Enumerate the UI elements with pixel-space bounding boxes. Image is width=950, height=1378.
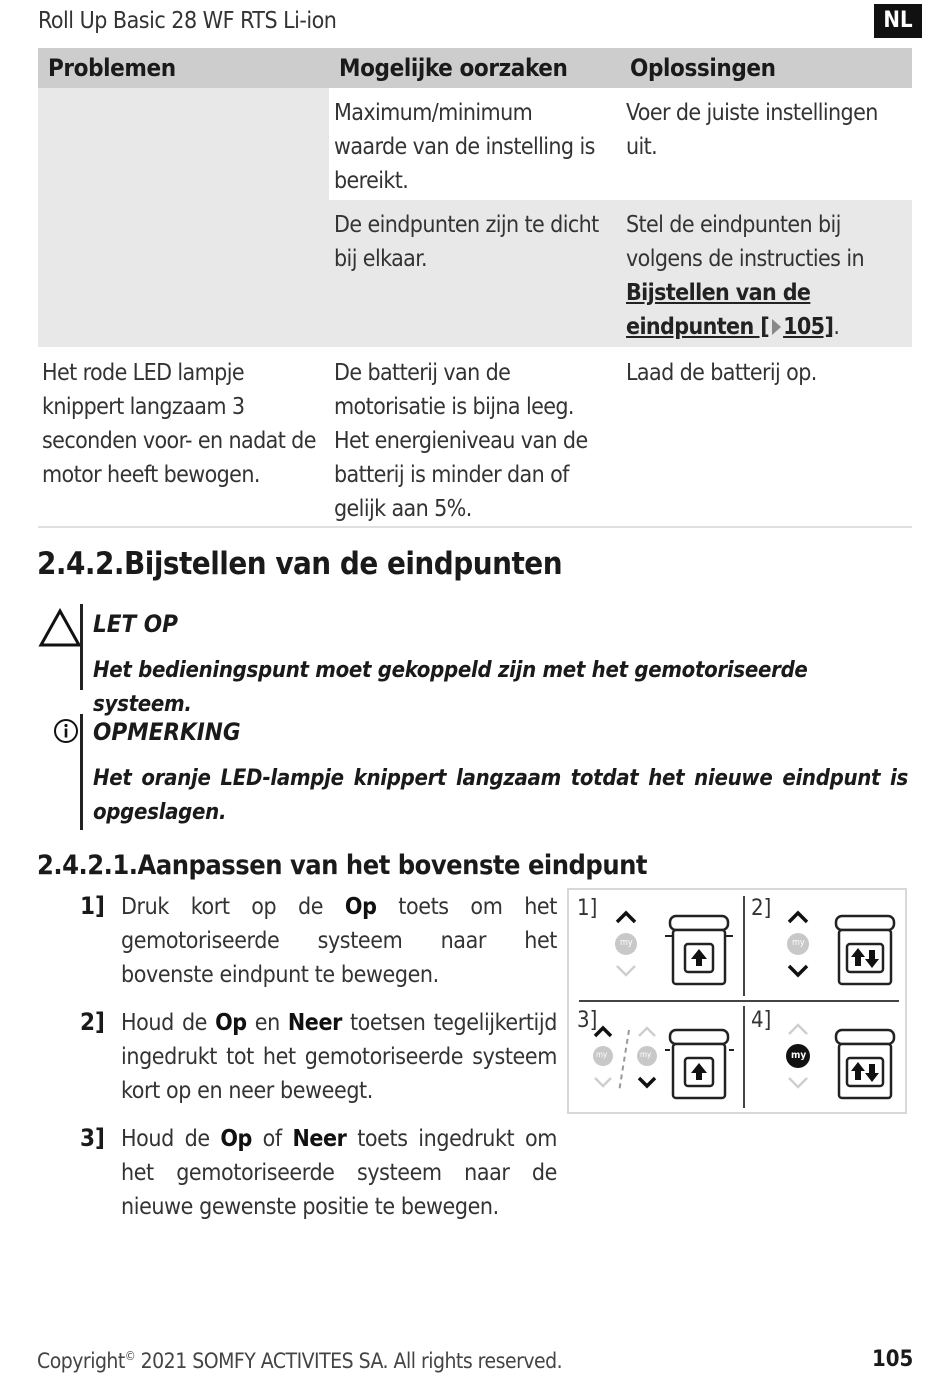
column-header-problems: Problemen (48, 54, 176, 82)
step-text-part: Druk kort op de (121, 894, 345, 920)
column-header-causes: Mogelijke oorzaken (339, 54, 568, 82)
step-key-up: Op (215, 1010, 247, 1036)
note-text: Het oranje LED-lampje knippert langzaam totdat het nieuwe eindpunt is opgeslagen. (93, 766, 908, 825)
section-heading (37, 546, 562, 582)
section-title: Bijstellen van de eindpunten (124, 546, 563, 582)
note-callout (0, 712, 950, 832)
step-key-down: Neer (287, 1010, 342, 1036)
panel-label: 1] (577, 896, 598, 921)
link-page: 105] (783, 314, 834, 340)
cross-reference-link[interactable] (626, 280, 833, 340)
subsection-title: Aanpassen van het bovenste eindpunt (137, 850, 648, 881)
section-number: 2.4.2. (37, 546, 125, 582)
step-text-part: toets om het gemotoriseerde systeem naar het bovenste eindpunt te bewegen. (121, 894, 557, 988)
step-text-part: toetsen tegelijkertijd ingedrukt tot het gemotoriseerde systeem kort op en neer beweegt. (121, 1010, 557, 1104)
step-number: 3] (80, 1124, 105, 1152)
table-cell-cause: Maximum/minimum waarde van de instelling is bereikt. (334, 100, 595, 194)
panel-label: 2] (751, 896, 772, 921)
troubleshooting-table (0, 0, 950, 530)
step-number: 2] (80, 1008, 105, 1036)
language-badge: NL (874, 4, 922, 38)
step-text-part: of (251, 1126, 293, 1152)
roller-blind-up-down-icon (831, 910, 901, 986)
copyright-symbol: © (124, 1349, 136, 1363)
step-text-part: Houd de (121, 1010, 216, 1036)
roller-blind-up-down-icon (831, 1024, 901, 1100)
caution-text: Het bedieningspunt moet gekoppeld zijn met het gemotoriseerde systeem. (93, 658, 808, 717)
subsection-heading (37, 850, 647, 881)
callout-bar (80, 604, 83, 690)
solution-suffix: . (833, 314, 840, 340)
info-icon (53, 718, 79, 744)
panel-label: 3] (577, 1008, 598, 1033)
my-button-label: my (596, 1050, 608, 1059)
play-arrow-icon (772, 319, 781, 335)
table-bottom-divider (38, 526, 912, 528)
panel-divider (579, 1000, 899, 1002)
copyright-rest: 2021 SOMFY ACTIVITES SA. All rights reserved. (135, 1349, 563, 1373)
step-text-part: toets ingedrukt om het gemotoriseerde systeem naar de nieuwe gewenste positie te bewegen. (121, 1126, 557, 1220)
panel-label: 4] (751, 1008, 772, 1033)
my-button-label: my (792, 938, 805, 948)
caution-title: LET OP (93, 610, 178, 638)
step-illustration (567, 888, 907, 1114)
copyright-text (37, 1349, 562, 1373)
table-cell-solution: Laad de batterij op. (626, 360, 817, 386)
table-cell-solution: Voer de juiste instellingen uit. (626, 100, 878, 160)
step-text (121, 1006, 557, 1108)
step-text (121, 890, 557, 992)
step-key-up: Op (220, 1126, 252, 1152)
step-key-up: Op (344, 894, 377, 920)
copyright-word: Copyright (37, 1349, 125, 1373)
solution-text: Stel de eindpunten bij volgens de instructies in (626, 212, 865, 272)
step-text-part: Houd de (121, 1126, 221, 1152)
link-text: Bijstellen van de eindpunten [ (626, 280, 811, 340)
table-cell-solution (626, 208, 906, 344)
subsection-number: 2.4.2.1. (37, 850, 138, 881)
merged-problem-cell (38, 88, 329, 347)
table-cell-problem: Het rode LED lampje knippert langzaam 3 seconden voor- en nadat de motor heeft bewogen. (42, 360, 316, 488)
step-text (121, 1122, 557, 1224)
warning-triangle-icon (38, 608, 82, 648)
table-header-row (38, 48, 912, 88)
roller-blind-up-icon (665, 910, 735, 986)
my-button-label: my (791, 1050, 807, 1061)
remote-control-combo-icon (589, 1022, 669, 1102)
panel-divider (743, 1006, 745, 1108)
table-cell-cause: De batterij van de motorisatie is bijna leeg. Het energieniveau van de batterij is minder dan of gelijk aan 5%. (334, 360, 588, 522)
page-number: 105 (872, 1347, 914, 1372)
my-button-label: my (640, 1050, 652, 1059)
panel-divider (743, 896, 745, 996)
caution-callout (0, 600, 950, 717)
step-number: 1] (80, 892, 105, 920)
step-key-down: Neer (292, 1126, 347, 1152)
callout-bar (80, 714, 83, 830)
note-title: OPMERKING (93, 718, 241, 746)
step-text-part: en (246, 1010, 288, 1036)
document-title: Roll Up Basic 28 WF RTS Li-ion (38, 8, 337, 34)
column-header-solutions: Oplossingen (630, 54, 776, 82)
roller-blind-limit-icon (665, 1024, 737, 1100)
table-cell-cause: De eindpunten zijn te dicht bij elkaar. (334, 212, 599, 272)
my-button-label: my (620, 938, 633, 948)
